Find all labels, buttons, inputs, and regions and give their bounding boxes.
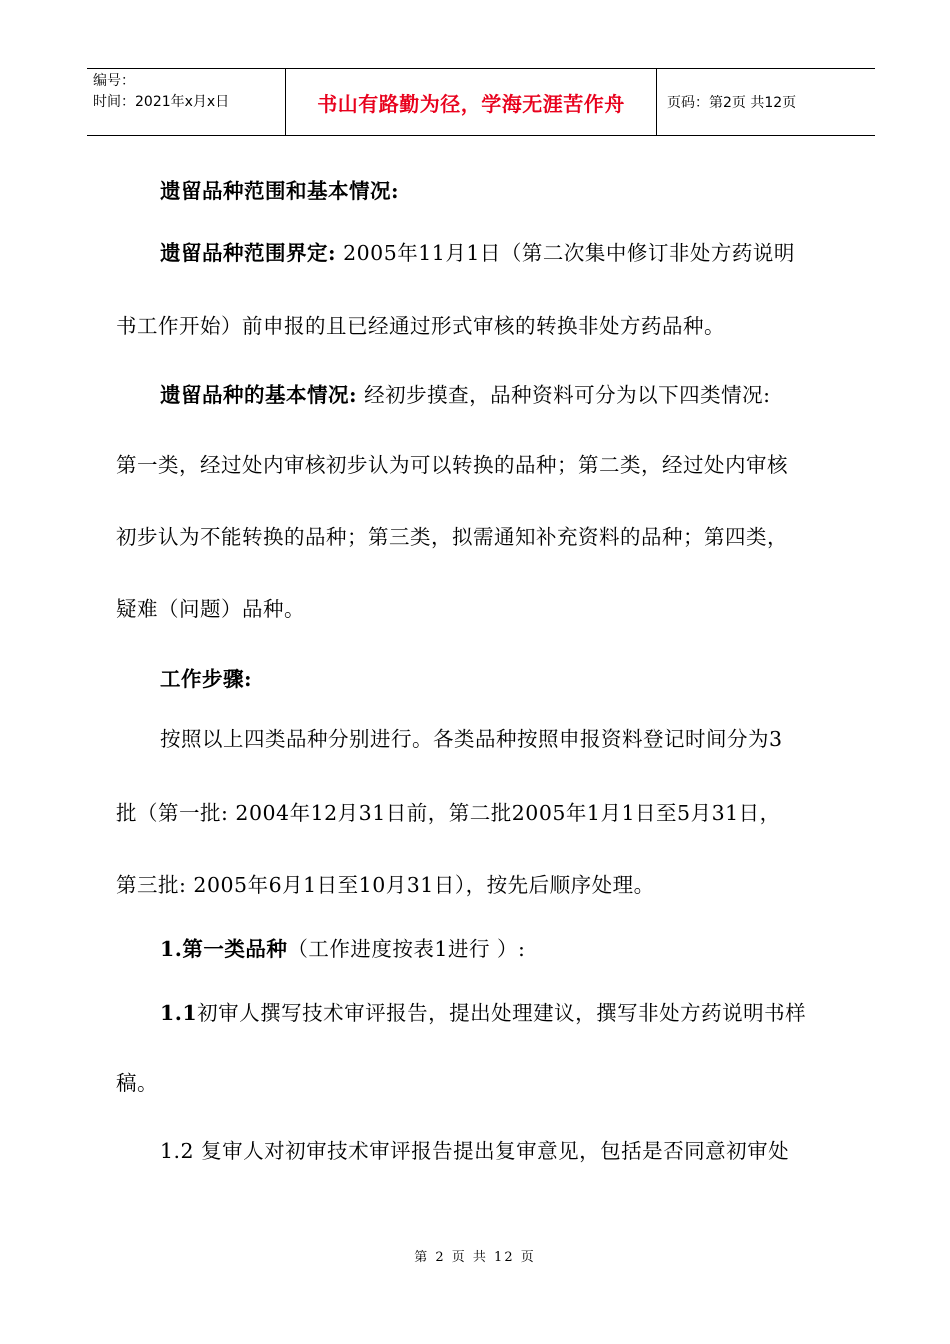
page-footer: 第 2 页 共 12 页 bbox=[414, 1250, 536, 1265]
header-motto: 书山有路勤为径，学海无涯苦作舟 bbox=[285, 69, 657, 135]
category-1-label: 1.第一类品种 bbox=[160, 937, 288, 961]
text-line: 第一类，经过处内审核初步认为可以转换的品种；第二类，经过处内审核 bbox=[116, 453, 788, 477]
page-header bbox=[87, 68, 875, 136]
text-line: 稿。 bbox=[116, 1071, 158, 1095]
category-1-note: （工作进度按表1进行 ）: bbox=[287, 937, 526, 961]
text-line: 批（第一批: 2004年12月31日前，第二批2005年1月1日至5月31日， bbox=[116, 801, 781, 825]
text-line: 书工作开始）前申报的且已经通过形式审核的转换非处方药品种。 bbox=[116, 314, 725, 338]
section-heading-scope: 遗留品种范围和基本情况: bbox=[160, 179, 400, 203]
step-1-1-text: 初审人撰写技术审评报告，提出处理建议，撰写非处方药说明书样 bbox=[197, 1001, 807, 1025]
text-line: 疑难（问题）品种。 bbox=[116, 597, 305, 621]
paragraph-step-1-1 bbox=[160, 996, 806, 1026]
basic-situation-text: 经初步摸查，品种资料可分为以下四类情况: bbox=[357, 383, 771, 407]
document-time-label: 时间：2021年x月x日 bbox=[93, 94, 230, 110]
step-1-1-number: 1.1 bbox=[160, 1001, 198, 1025]
section-heading-steps: 工作步骤: bbox=[160, 667, 253, 691]
paragraph-basic-situation bbox=[160, 378, 771, 408]
scope-definition-label: 遗留品种范围界定: bbox=[160, 241, 337, 265]
text-line: 按照以上四类品种分别进行。各类品种按照申报资料登记时间分为3 bbox=[160, 727, 783, 751]
text-line: 初步认为不能转换的品种；第三类，拟需通知补充资料的品种；第四类， bbox=[116, 525, 788, 549]
text-line: 第三批: 2005年6月1日至10月31日），按先后顺序处理。 bbox=[116, 873, 655, 897]
scope-definition-text: 2005年11月1日（第二次集中修订非处方药说明 bbox=[336, 241, 795, 265]
header-page-label: 页码：第2页 共12页 bbox=[667, 95, 797, 111]
subsection-heading-category-1 bbox=[160, 932, 525, 962]
paragraph-step-1-2: 1.2 复审人对初审技术审评报告提出复审意见，包括是否同意初审处 bbox=[160, 1139, 790, 1163]
paragraph-scope-definition bbox=[160, 236, 795, 266]
basic-situation-label: 遗留品种的基本情况: bbox=[160, 383, 358, 407]
header-meta bbox=[87, 69, 285, 135]
document-number-label: 编号： bbox=[93, 73, 135, 89]
